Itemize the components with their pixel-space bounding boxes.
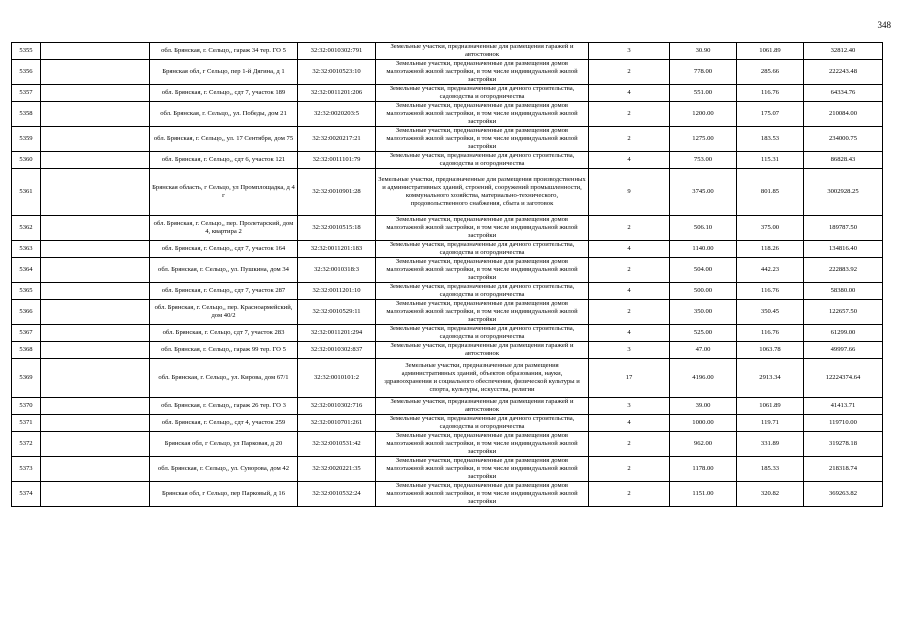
- specific-value-cell: 185.33: [737, 457, 804, 482]
- address-cell: обл. Брянская, г. Сельцо,, ул. Кирова, дом 67/1: [150, 359, 298, 398]
- land-use-cell: Земельные участки, предназначенные для размещения домов малоэтажной жилой застройки, в том числе индивидуальной жилой застройки: [376, 457, 589, 482]
- table-row: [12, 283, 883, 300]
- address-cell: Брянская обл, г Сельцо, пер 1-й Дягина, д 1: [150, 60, 298, 85]
- address-cell: Брянская область, г Сельцо, ул Промплощадка, д 4 г: [150, 169, 298, 216]
- gap-cell: [41, 482, 150, 507]
- cadastral-value-cell: 122657.50: [804, 300, 883, 325]
- table-row: [12, 127, 883, 152]
- land-use-cell: Земельные участки, предназначенные для размещения домов малоэтажной жилой застройки, в том числе индивидуальной жилой застройки: [376, 216, 589, 241]
- cadastral-value-cell: 49997.66: [804, 342, 883, 359]
- group-cell: 4: [589, 415, 670, 432]
- row-number: 5361: [12, 169, 41, 216]
- table-body: [12, 43, 883, 507]
- cadastral-number-cell: 32:32:0010101:2: [298, 359, 376, 398]
- table-row: [12, 482, 883, 507]
- table-row: [12, 258, 883, 283]
- cadastral-number-cell: 32:32:0010701:261: [298, 415, 376, 432]
- specific-value-cell: 320.82: [737, 482, 804, 507]
- cadastral-number-cell: 32:32:0010302:791: [298, 43, 376, 60]
- specific-value-cell: 375.00: [737, 216, 804, 241]
- land-use-cell: Земельные участки, предназначенные для размещения гаражей и автостоянок: [376, 398, 589, 415]
- cadastral-number-cell: 32:32:0010523:10: [298, 60, 376, 85]
- cadastral-number-cell: 32:32:0020221:35: [298, 457, 376, 482]
- cadastral-number-cell: 32:32:0010302:837: [298, 342, 376, 359]
- address-cell: обл. Брянская, г. Сельцо,, ул. Пушкина, дом 34: [150, 258, 298, 283]
- gap-cell: [41, 85, 150, 102]
- cadastral-value-cell: 234000.75: [804, 127, 883, 152]
- group-cell: 2: [589, 482, 670, 507]
- row-number: 5356: [12, 60, 41, 85]
- address-cell: обл. Брянская, г. Сельцо, сдт 7, участок 283: [150, 325, 298, 342]
- gap-cell: [41, 241, 150, 258]
- address-cell: обл. Брянская, г. Сельцо,, сдт 4, участок 259: [150, 415, 298, 432]
- gap-cell: [41, 359, 150, 398]
- area-cell: 962.00: [670, 432, 737, 457]
- specific-value-cell: 119.71: [737, 415, 804, 432]
- land-use-cell: Земельные участки, предназначенные для дачного строительства, садоводства и огородничества: [376, 283, 589, 300]
- land-use-cell: Земельные участки, предназначенные для размещения административных зданий, объектов образования, науки, здравоохранения и социального обеспечения, физической культуры и спорта, культуры, искусства, религии: [376, 359, 589, 398]
- land-use-cell: Земельные участки, предназначенные для размещения производственных и административных зданий, строений, сооружений промышленности, коммунального хозяйства, материально-технического, продовольственного снабжения, сбыта и заготовок: [376, 169, 589, 216]
- cadastral-value-cell: 210084.00: [804, 102, 883, 127]
- address-cell: обл. Брянская, г. Сельцо,, сдт 6, участок 121: [150, 152, 298, 169]
- address-cell: Брянская обл, г Сельцо, ул Парковая, д 20: [150, 432, 298, 457]
- group-cell: 2: [589, 216, 670, 241]
- area-cell: 1178.00: [670, 457, 737, 482]
- group-cell: 4: [589, 241, 670, 258]
- specific-value-cell: 175.07: [737, 102, 804, 127]
- group-cell: 4: [589, 325, 670, 342]
- cadastral-value-cell: 319278.18: [804, 432, 883, 457]
- cadastral-number-cell: 32:32:0020203:5: [298, 102, 376, 127]
- cadastral-value-cell: 369263.82: [804, 482, 883, 507]
- group-cell: 3: [589, 398, 670, 415]
- row-number: 5357: [12, 85, 41, 102]
- cadastral-value-cell: 41413.71: [804, 398, 883, 415]
- group-cell: 2: [589, 457, 670, 482]
- table-row: [12, 169, 883, 216]
- row-number: 5369: [12, 359, 41, 398]
- cadastral-number-cell: 32:32:0010515:18: [298, 216, 376, 241]
- area-cell: 350.00: [670, 300, 737, 325]
- address-cell: обл. Брянская, г. Сельцо,, пер. Пролетарский, дом 4, квартира 2: [150, 216, 298, 241]
- table-row: [12, 216, 883, 241]
- gap-cell: [41, 60, 150, 85]
- row-number: 5368: [12, 342, 41, 359]
- specific-value-cell: 1061.89: [737, 43, 804, 60]
- land-use-cell: Земельные участки, предназначенные для размещения домов малоэтажной жилой застройки, в том числе индивидуальной жилой застройки: [376, 482, 589, 507]
- specific-value-cell: 183.53: [737, 127, 804, 152]
- table-row: [12, 102, 883, 127]
- table-row: [12, 300, 883, 325]
- area-cell: 39.00: [670, 398, 737, 415]
- table-row: [12, 43, 883, 60]
- specific-value-cell: 442.23: [737, 258, 804, 283]
- address-cell: обл. Брянская, г. Сельцо,, гараж 34 тер. ГО 5: [150, 43, 298, 60]
- land-use-cell: Земельные участки, предназначенные для размещения домов малоэтажной жилой застройки, в том числе индивидуальной жилой застройки: [376, 60, 589, 85]
- land-use-cell: Земельные участки, предназначенные для дачного строительства, садоводства и огородничества: [376, 415, 589, 432]
- area-cell: 1151.00: [670, 482, 737, 507]
- specific-value-cell: 285.66: [737, 60, 804, 85]
- cadastral-number-cell: 32:32:0011101:79: [298, 152, 376, 169]
- row-number: 5360: [12, 152, 41, 169]
- area-cell: 504.00: [670, 258, 737, 283]
- address-cell: обл. Брянская, г. Сельцо,, сдт 7, участок 164: [150, 241, 298, 258]
- row-number: 5362: [12, 216, 41, 241]
- gap-cell: [41, 258, 150, 283]
- cadastral-value-cell: 61299.00: [804, 325, 883, 342]
- address-cell: обл. Брянская, г. Сельцо,, ул. Суворова, дом 42: [150, 457, 298, 482]
- table-row: [12, 432, 883, 457]
- row-number: 5363: [12, 241, 41, 258]
- area-cell: 3745.00: [670, 169, 737, 216]
- area-cell: 753.00: [670, 152, 737, 169]
- land-use-cell: Земельные участки, предназначенные для размещения домов малоэтажной жилой застройки, в том числе индивидуальной жилой застройки: [376, 432, 589, 457]
- cadastral-number-cell: 32:32:0011201:294: [298, 325, 376, 342]
- cadastral-value-cell: 189787.50: [804, 216, 883, 241]
- land-use-cell: Земельные участки, предназначенные для размещения гаражей и автостоянок: [376, 342, 589, 359]
- cadastral-number-cell: 32:32:0010901:28: [298, 169, 376, 216]
- gap-cell: [41, 300, 150, 325]
- gap-cell: [41, 43, 150, 60]
- area-cell: 506.10: [670, 216, 737, 241]
- cadastral-value-cell: 64334.76: [804, 85, 883, 102]
- land-use-cell: Земельные участки, предназначенные для размещения домов малоэтажной жилой застройки, в том числе индивидуальной жилой застройки: [376, 127, 589, 152]
- gap-cell: [41, 102, 150, 127]
- row-number: 5372: [12, 432, 41, 457]
- group-cell: 2: [589, 300, 670, 325]
- table-row: [12, 342, 883, 359]
- row-number: 5370: [12, 398, 41, 415]
- table-row: [12, 457, 883, 482]
- specific-value-cell: 1063.78: [737, 342, 804, 359]
- specific-value-cell: 331.89: [737, 432, 804, 457]
- gap-cell: [41, 152, 150, 169]
- row-number: 5365: [12, 283, 41, 300]
- land-use-cell: Земельные участки, предназначенные для дачного строительства, садоводства и огородничества: [376, 85, 589, 102]
- cadastral-number-cell: 32:32:0010318:3: [298, 258, 376, 283]
- gap-cell: [41, 457, 150, 482]
- area-cell: 525.00: [670, 325, 737, 342]
- area-cell: 47.00: [670, 342, 737, 359]
- specific-value-cell: 116.76: [737, 325, 804, 342]
- gap-cell: [41, 325, 150, 342]
- specific-value-cell: 115.31: [737, 152, 804, 169]
- cadastral-number-cell: 32:32:0010302:716: [298, 398, 376, 415]
- group-cell: 2: [589, 127, 670, 152]
- group-cell: 17: [589, 359, 670, 398]
- cadastral-value-table: [11, 42, 883, 507]
- gap-cell: [41, 127, 150, 152]
- specific-value-cell: 2913.34: [737, 359, 804, 398]
- gap-cell: [41, 415, 150, 432]
- specific-value-cell: 801.85: [737, 169, 804, 216]
- gap-cell: [41, 398, 150, 415]
- address-cell: обл. Брянская, г. Сельцо,, сдт 7, участок 189: [150, 85, 298, 102]
- cadastral-value-cell: 119710.00: [804, 415, 883, 432]
- address-cell: обл. Брянская, г. Сельцо,, пер. Красноармейский, дом 40/2: [150, 300, 298, 325]
- land-use-cell: Земельные участки, предназначенные для размещения гаражей и автостоянок: [376, 43, 589, 60]
- row-number: 5358: [12, 102, 41, 127]
- cadastral-value-cell: 222243.48: [804, 60, 883, 85]
- address-cell: обл. Брянская, г. Сельцо,, ул. Победы, дом 21: [150, 102, 298, 127]
- land-use-cell: Земельные участки, предназначенные для размещения домов малоэтажной жилой застройки, в том числе индивидуальной жилой застройки: [376, 258, 589, 283]
- group-cell: 9: [589, 169, 670, 216]
- page-number: 348: [877, 20, 891, 30]
- area-cell: 500.00: [670, 283, 737, 300]
- row-number: 5371: [12, 415, 41, 432]
- cadastral-value-cell: 12224374.64: [804, 359, 883, 398]
- area-cell: 778.00: [670, 60, 737, 85]
- gap-cell: [41, 432, 150, 457]
- row-number: 5359: [12, 127, 41, 152]
- group-cell: 4: [589, 283, 670, 300]
- cadastral-number-cell: 32:32:0011201:206: [298, 85, 376, 102]
- table-row: [12, 325, 883, 342]
- cadastral-value-cell: 32812.40: [804, 43, 883, 60]
- specific-value-cell: 118.26: [737, 241, 804, 258]
- specific-value-cell: 116.76: [737, 85, 804, 102]
- group-cell: 4: [589, 152, 670, 169]
- group-cell: 2: [589, 258, 670, 283]
- row-number: 5373: [12, 457, 41, 482]
- cadastral-number-cell: 32:32:0020217:21: [298, 127, 376, 152]
- cadastral-value-cell: 58380.00: [804, 283, 883, 300]
- cadastral-number-cell: 32:32:0010532:24: [298, 482, 376, 507]
- area-cell: 551.00: [670, 85, 737, 102]
- area-cell: 30.90: [670, 43, 737, 60]
- group-cell: 2: [589, 102, 670, 127]
- land-use-cell: Земельные участки, предназначенные для дачного строительства, садоводства и огородничества: [376, 241, 589, 258]
- land-use-cell: Земельные участки, предназначенные для размещения домов малоэтажной жилой застройки, в том числе индивидуальной жилой застройки: [376, 300, 589, 325]
- row-number: 5364: [12, 258, 41, 283]
- group-cell: 3: [589, 342, 670, 359]
- group-cell: 4: [589, 85, 670, 102]
- cadastral-number-cell: 32:32:0011201:183: [298, 241, 376, 258]
- cadastral-number-cell: 32:32:0010529:11: [298, 300, 376, 325]
- cadastral-value-cell: 134816.40: [804, 241, 883, 258]
- cadastral-number-cell: 32:32:0010531:42: [298, 432, 376, 457]
- cadastral-value-cell: 86828.43: [804, 152, 883, 169]
- land-use-cell: Земельные участки, предназначенные для дачного строительства, садоводства и огородничества: [376, 152, 589, 169]
- address-cell: Брянская обл, г Сельцо, пер Парковый, д 16: [150, 482, 298, 507]
- group-cell: 2: [589, 432, 670, 457]
- row-number: 5355: [12, 43, 41, 60]
- area-cell: 1275.00: [670, 127, 737, 152]
- gap-cell: [41, 216, 150, 241]
- table-row: [12, 415, 883, 432]
- table-row: [12, 85, 883, 102]
- area-cell: 1140.00: [670, 241, 737, 258]
- gap-cell: [41, 283, 150, 300]
- table-row: [12, 359, 883, 398]
- gap-cell: [41, 169, 150, 216]
- specific-value-cell: 350.45: [737, 300, 804, 325]
- table-row: [12, 152, 883, 169]
- address-cell: обл. Брянская, г. Сельцо,, сдт 7, участок 287: [150, 283, 298, 300]
- group-cell: 3: [589, 43, 670, 60]
- group-cell: 2: [589, 60, 670, 85]
- specific-value-cell: 1061.89: [737, 398, 804, 415]
- table-row: [12, 241, 883, 258]
- address-cell: обл. Брянская, г. Сельцо,, ул. 17 Сентября, дом 75: [150, 127, 298, 152]
- land-use-cell: Земельные участки, предназначенные для дачного строительства, садоводства и огородничества: [376, 325, 589, 342]
- area-cell: 1000.00: [670, 415, 737, 432]
- area-cell: 1200.00: [670, 102, 737, 127]
- address-cell: обл. Брянская, г. Сельцо,, гараж 26 тер. ГО 3: [150, 398, 298, 415]
- land-use-cell: Земельные участки, предназначенные для размещения домов малоэтажной жилой застройки, в том числе индивидуальной жилой застройки: [376, 102, 589, 127]
- cadastral-value-cell: 218318.74: [804, 457, 883, 482]
- address-cell: обл. Брянская, г. Сельцо,, гараж 99 тер. ГО 5: [150, 342, 298, 359]
- row-number: 5367: [12, 325, 41, 342]
- table-row: [12, 398, 883, 415]
- table-row: [12, 60, 883, 85]
- specific-value-cell: 116.76: [737, 283, 804, 300]
- row-number: 5374: [12, 482, 41, 507]
- area-cell: 4196.00: [670, 359, 737, 398]
- gap-cell: [41, 342, 150, 359]
- cadastral-value-cell: 222883.92: [804, 258, 883, 283]
- cadastral-value-cell: 3002928.25: [804, 169, 883, 216]
- cadastral-number-cell: 32:32:0011201:10: [298, 283, 376, 300]
- row-number: 5366: [12, 300, 41, 325]
